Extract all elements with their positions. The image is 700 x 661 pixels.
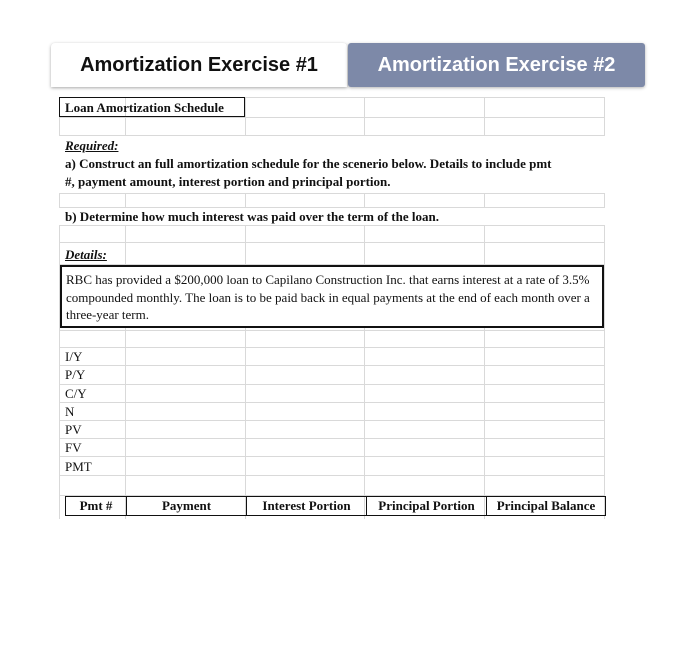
grid-line: [59, 420, 605, 421]
details-label: Details:: [65, 247, 107, 262]
grid-line: [59, 242, 605, 243]
tab-exercise-2[interactable]: Amortization Exercise #2: [348, 43, 645, 87]
var-py: P/Y: [65, 367, 86, 382]
var-iy: I/Y: [65, 349, 83, 364]
required-label: Required:: [65, 138, 119, 153]
grid-line: [59, 384, 605, 385]
part-b: b) Determine how much interest was paid over the term of the loan.: [65, 209, 439, 224]
details-box: RBC has provided a $200,000 loan to Capilano Construction Inc. that earns interest at a rate of 3.5% compounded monthly. The loan is to be paid back in equal payments at the end of each month over a three-year term.: [60, 265, 604, 328]
part-a-line-2: #, payment amount, interest portion and principal portion.: [65, 174, 391, 189]
grid-line: [59, 475, 605, 476]
grid-line: [59, 365, 605, 366]
grid-line: [59, 456, 605, 457]
grid-line: [59, 438, 605, 439]
var-cy: C/Y: [65, 386, 87, 401]
header-interest-portion: Interest Portion: [246, 496, 366, 516]
var-n: N: [65, 404, 75, 419]
grid-line: [59, 193, 605, 194]
grid-line: [59, 225, 605, 226]
header-payment: Payment: [126, 496, 246, 516]
grid-line: [59, 402, 605, 403]
grid-line: [59, 117, 605, 118]
header-pmt-number: Pmt #: [65, 496, 126, 516]
header-principal-portion: Principal Portion: [366, 496, 486, 516]
var-pmt: PMT: [65, 459, 92, 474]
part-a-line-1: a) Construct an full amortization schedule for the scenerio below. Details to include pmt: [65, 156, 552, 171]
sheet-title: Loan Amortization Schedule: [65, 100, 224, 115]
tab-exercise-1[interactable]: Amortization Exercise #1: [51, 43, 347, 87]
header-principal-balance: Principal Balance: [486, 496, 606, 516]
var-fv: FV: [65, 440, 82, 455]
schedule-header-row: [65, 496, 606, 516]
grid-line: [59, 347, 605, 348]
grid-line: [59, 330, 605, 331]
var-pv: PV: [65, 422, 82, 437]
